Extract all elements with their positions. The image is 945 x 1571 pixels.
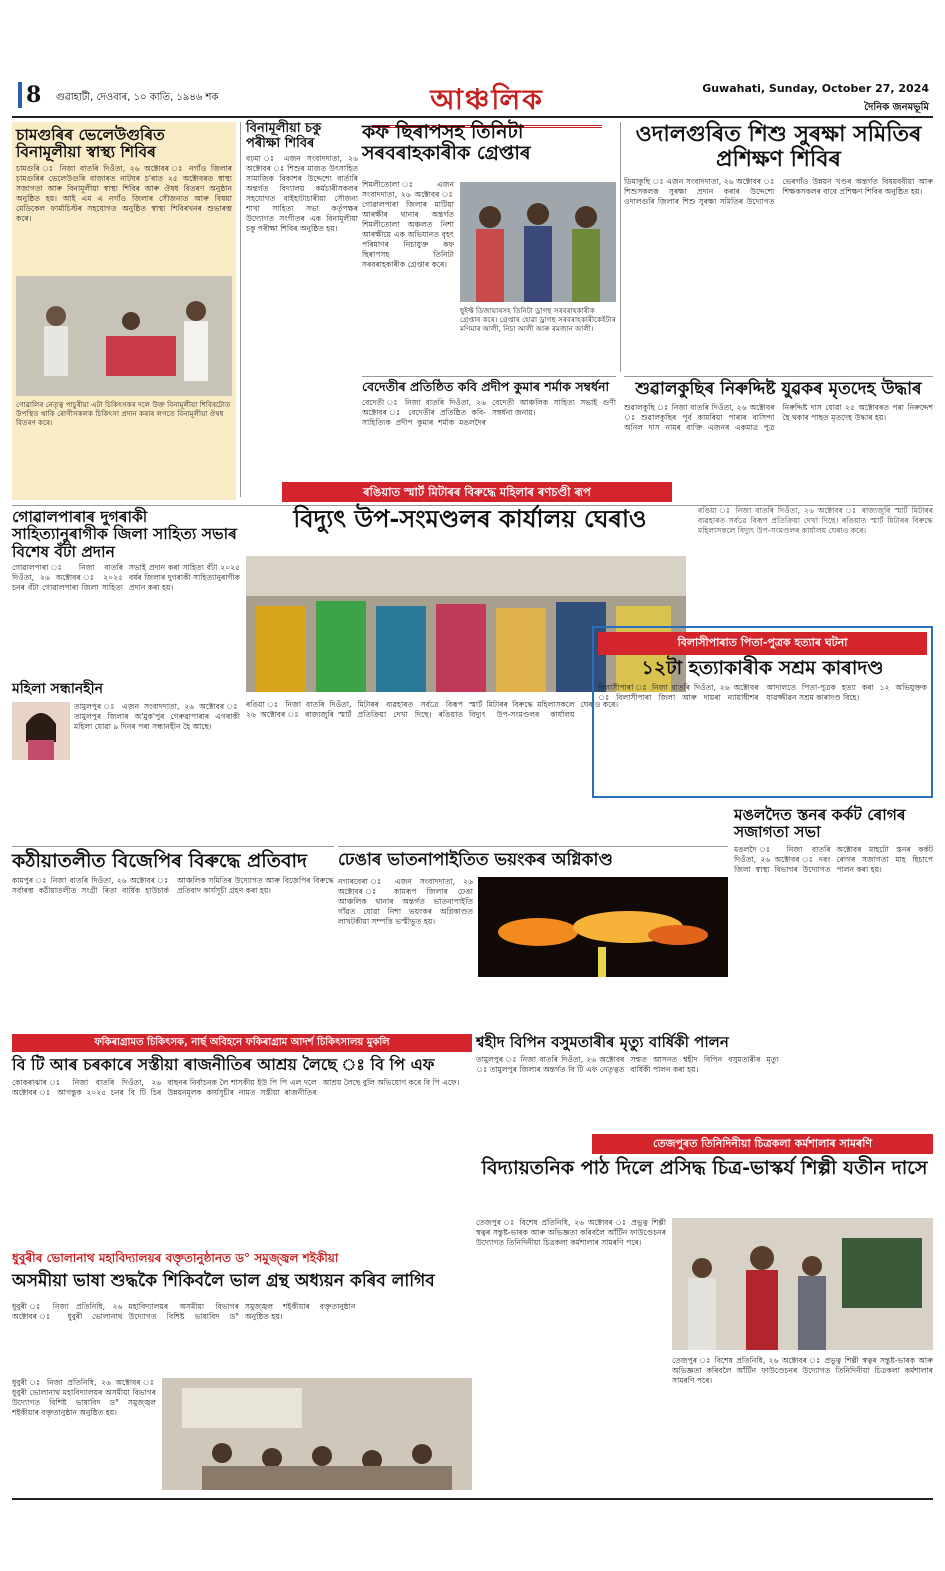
article-title: ১২টা হত্যাকাৰীক সশ্ৰম কাৰাদণ্ড (641, 657, 884, 679)
article-cancer-awareness (734, 802, 933, 1030)
article-title: শ্বহীদ বিপিন বসুমতাৰীৰ মৃত্যু বাৰ্ষিকী পালন (476, 1033, 729, 1051)
article-body: তামুলপুৰ ঃ এজন সংবাদদাতা, ২৬ অক্টোবৰ ঃ তামুলপুৰ জিলাৰ অ'মুক'পুৰ গেৰুৱাপাৰাৰ এগৰাকী মহিলা যোৱা ৯ দিনৰ পৰা সন্ধানহীন হৈ আছে। (74, 702, 240, 732)
article-photo (672, 1218, 933, 1350)
article-photo (478, 877, 728, 977)
article-title: শুৱালকুছিৰ নিৰুদ্দিষ্ট যুৱকৰ মৃতদেহ উদ্ধাৰ (635, 379, 922, 399)
article-kicker: তেজপুৰত তিনিদিনীয়া চিত্ৰকলা কৰ্মশালাৰ সামৰণি (592, 1134, 933, 1154)
article-body: ৰঙিয়া ঃ নিজা বাতৰি দিওঁতা, ২৬ অক্টোবৰ ঃ ৰাজ্যজুৰি স্মাৰ্ট মিটাৰৰ ব্যৱহাৰত সৰ্বত্ৰে বিৰূপ প্ৰতিক্ৰিয়া দেখা দিছে। ৰঙিয়াত স্মাৰ্ট মিটাৰৰ বিৰুদ্ধে মহিলাসকলে বিদ্যুৎ উপ-সংমণ্ডলৰ কাৰ্যালয় ঘেৰাও কৰে। (698, 506, 933, 536)
article-painter-workshop (476, 1158, 933, 1488)
article-body: শুৱালকুছি ঃ নিজা বাতৰি দিওঁতা, ২৬ অক্টোবৰ ঃ শুৱালকুছিৰ পূৰ্ব কামৰিয়া পাৰাৰ বাসিন্দা অনিল দাস নামৰ ব্যক্তি এজনৰ একমাত্ৰ পুত্ৰ নিৰুদ্দিষ্ট দাস যোৱা ২৫ অক্টোবৰত পৰা নিৰুদ্দেশ হৈ থকাৰ পাছত মৃতদেহ উদ্ধাৰ হয়। (624, 403, 933, 433)
article-title: বি টি আৰ চৰকাৰে সস্তীয়া ৰাজনীতিৰ আশ্ৰয় লৈছে ঃ বি পি এফ (12, 1055, 435, 1074)
article-health-camp (12, 122, 236, 500)
article-title: বিনামূলীয়া চকু পৰীক্ষা শিবিৰ (246, 121, 322, 151)
article-kicker: ৰঙিয়াত স্মাৰ্ট মিটাৰৰ বিৰুদ্ধে মহিলাৰ ৰণচণ্ডী ৰূপ (282, 482, 672, 502)
article-photo (460, 182, 616, 302)
article-missing-woman (12, 682, 240, 842)
article-body: শিমলীতোলা ঃ এজন সংবাদদাতা, ২৬ অক্টোবৰ ঃ গোৱালপাৰা জিলাৰ মাটিয়া আৰক্ষীৰ থানাৰ অন্তৰ্গত শিমলীতোলা অঞ্চলত নিশা আৰক্ষীয়ে এক অভিযানত বৃহৎ পৰিমাণৰ নিচাযুক্ত কফ ছিৰাপসহ তিনিটা সৰবৰাহকাৰীক গ্ৰেপ্তাৰ কৰে। (362, 180, 454, 270)
article-title: চামগুৰিৰ ভেলেউগুৰিত বিনামূলীয়া স্বাস্থ্য শিবিৰ (16, 125, 165, 162)
article-title: বিদ্যুৎ উপ-সংমণ্ডলৰ কাৰ্যালয় ঘেৰাও (293, 504, 647, 533)
article-kicker: ধুবুৰীৰ ভোলানাথ মহাবিদ্যালয়ৰ বক্তৃতানুষ্ঠানত ড° সমুজ্জ্বল শইকীয়া (12, 1251, 339, 1265)
article-body: গোৱালপাৰা ঃ নিজা বাতৰি দিওঁতা, ২৬ অক্টোবৰ ঃ ২০২৫ চনৰ বঁটা গোৱালপাৰা জিলা সাহিত্য সভাই প্ৰদান কৰা সাহিত্য বঁটা ২০২৫ বৰ্ষৰ জিলাৰ দুগৰাকী সাহিত্যানুৰাগীক প্ৰদান কৰা হয়। (12, 563, 240, 593)
missing-woman-photo (12, 702, 70, 760)
date-english: Guwahati, Sunday, October 27, 2024 (702, 82, 929, 95)
photo-caption: ছুইফ্ট ডিজায়াৰসহ তিনিটা ড্ৰাগছ সৰবৰাহকাৰীক গ্ৰেপ্তাৰ কৰে। গ্ৰেপ্তাৰ হোৱা ড্ৰাগছ সৰবৰাহকাৰীকেইটাৰ মণিমাৰ আলী, নিচা আলী আৰু ৰমজান আলী। (460, 306, 616, 334)
article-kicker: ফকিৰাগ্ৰামত চিকিৎসক, নাৰ্ছ অবিহনে ফকিৰাগ্ৰাম আদৰ্শ চিকিৎসালয় মুকলি (12, 1034, 472, 1052)
article-body: বঢ়মা ঃ এজন সংবাদদাতা, ২৬ অক্টোবৰ ঃ শিশুৰ মাজত উৎসাহিত সামাজিক বিকাশৰ উদ্দেশ্যে বাৰ্তাৰি অন্তৰ্গত বিদ্যালয় কৰ্মচাৰীসকলৰ সহযোগত বাইহাটাচাৰীয়া সৌজন্য শাখা সাহিত্য সভা কৰ্তৃপক্ষৰ উদ্যোগত সংগীতৰ এক বিনামূলীয়া চকু পৰীক্ষা শিবিৰ অনুষ্ঠিত হয়। (246, 154, 358, 234)
paper-name: দৈনিক জনমভূমি (864, 102, 929, 113)
article-body: ৰঙিয়া ঃ নিজা বাতৰি দিওঁতা, ২৬ অক্টোবৰ ঃ ৰাজ্যজুৰি স্মাৰ্ট মিটাৰৰ ব্যৱহাৰত সৰ্বত্ৰে বিৰূপ প্ৰতিক্ৰিয়া দেখা দিছে। ৰঙিয়াত স্মাৰ্ট মিটাৰৰ বিৰুদ্ধে মহিলাসকলে বিদ্যুৎ উপ-সংমণ্ডলৰ কাৰ্যালয় ঘেৰাও কৰে। (246, 700, 619, 720)
photo-graphic (672, 1218, 933, 1350)
article-title: ঢেঙাৰ ভাতনাপাইতিত ভয়ংকৰ অগ্নিকাণ্ড (338, 850, 613, 870)
article-eye-camp (246, 122, 358, 500)
article-photo (16, 276, 232, 396)
photo-graphic (460, 182, 616, 302)
article-body: বেদেতী ঃ নিজা বাতৰি দিওঁতা, ২৬ অক্টোবৰ ঃ বেদেতীৰ প্ৰতিষ্ঠিত কবি- সাহিত্যিক প্ৰদীপ কুমাৰ শৰ্মাক মঙলদৈৰ বেদেতী আঞ্চলিক সাহিত্য সভাই গুণী সম্বৰ্ধনা জনায়। (362, 398, 616, 428)
article-body: তেজপুৰ ঃ বিশেষ প্ৰতিনিধি, ২৬ অক্টোবৰ ঃ প্ৰভুত্ব শিল্পী স্বত্বৰ সন্তুষ্ট-ভাৰক আৰু অভিজ্ঞতা কৰিবলৈ আঁৰ্টিন ফাউণ্ডেচনৰ উদ্যোগত তিনিদিনীয়া চিত্ৰকলা কৰ্মশালাৰ সামৰণি পৰে। (476, 1218, 666, 1248)
section-title: আঞ্চলিক (372, 78, 602, 128)
page-number: 8 (18, 82, 41, 108)
article-title: অসমীয়া ভাষা শুদ্ধকৈ শিকিবলৈ ভাল গ্ৰন্থ অধ্যয়ন কৰিব লাগিব (12, 1271, 435, 1291)
photo-graphic (162, 1378, 472, 1490)
photo-graphic (12, 702, 70, 760)
article-literary-award (12, 508, 240, 680)
photo-graphic (478, 877, 728, 977)
article-body: কোকৰাঝাৰ ঃ নিজা বাতৰি দিওঁতা, ২৬ অক্টোবৰ ঃ আগন্তুক ২০২৫ চনৰ বি টি চিৰ বাছনৰ নিৰ্বাচনক লৈ শাসকীয় ইউ পি পি এল দলে উন্নয়নমূলক কাৰ্যসূচীৰ নামত সস্তীয়া ৰাজনীতিৰ আশ্ৰয় লৈছে বুলি অভিযোগ কৰে বি পি এফে। (12, 1077, 460, 1097)
article-photo (162, 1378, 472, 1490)
article-body: ডিমাকুছি ঃ এজন সংবাদদাতা, ২৬ অক্টোবৰ ঃ শিশুসকলক সুৰক্ষা প্ৰদান কৰাৰ উদ্দেশ্যে ওদালগুৰি জিলাৰ শিশু সুৰক্ষা সমিতিৰ উদ্যোগত ভেৰগাঁও উন্নয়ন খণ্ডৰ অন্তৰ্গত বিষয়ববীয়া আৰু শিক্ষকসকলৰ বাবে প্ৰশিক্ষণ শিবিৰ অনুষ্ঠিত হয়। (624, 177, 933, 207)
article-title: বেদেতীৰ প্ৰতিষ্ঠিত কবি প্ৰদীপ কুমাৰ শৰ্মাক সম্বৰ্ধনা (362, 379, 610, 394)
article-title: মঙলদৈত স্তনৰ কৰ্কট ৰোগৰ সজাগতা সভা (734, 805, 906, 842)
article-continuation (698, 506, 933, 622)
article-kicker: বিলাসীপাৰাত পিতা-পুত্ৰক হত্যাৰ ঘটনা (598, 632, 927, 655)
article-title: মহিলা সন্ধানহীন (12, 681, 103, 697)
article-title: কঠীয়াতলীত বিজেপিৰ বিৰুদ্ধে প্ৰতিবাদ (12, 850, 308, 872)
article-title: ওদালগুৰিত শিশু সুৰক্ষা সমিতিৰ প্ৰশিক্ষণ শিবিৰ (635, 121, 922, 172)
article-body-continued: ধুবুৰী ঃ নিজা প্ৰতিনিধি, ২৬ অক্টোবৰ ঃ ধুবুৰী ভোলানাথ মহাবিদ্যালয়ৰ অসমীয়া বিভাগৰ উদ্যোগত বিশিষ্ট ভাষাবিদ ড° সমুজ্জ্বল শইকীয়াৰ বক্তৃতানুষ্ঠান অনুষ্ঠিত হয়। (12, 1378, 156, 1418)
article-fire (338, 846, 728, 1026)
article-body: নগাৰবেৰা ঃ এজন সংবাদদাতা, ২৬ অক্টোবৰ ঃ কামৰূপ জিলাৰ ঢেঙা আঞ্চলিক থানাৰ অন্তৰ্গত ভাতনাপাইতি গাঁৱত যোৱা নিশা ভয়ংকৰ অগ্নিকাণ্ডত লাখটকীয়া সম্পত্তি ভস্মীভূত হয়। (338, 877, 473, 927)
article-cough-syrup (362, 122, 616, 372)
article-body: কামপুৰ ঃ নিজা বাতৰি দিওঁতা, ২৬ অক্টোবৰ ঃ সৰ্বাৰম্ভ কঠীয়াতলীত সংগ্ৰী ৰিতা বাৰ্ষিক হাউচাৰ্ক আঞ্চলিক সমিতিৰ উদ্যোগত আৰু বিজেপিৰ বিৰুদ্ধে প্ৰতিবাদ কাৰ্যসূচী গ্ৰহণ কৰা হয়। (12, 876, 334, 896)
article-language-lecture (12, 1272, 472, 1494)
article-body: ধুবুৰী ঃ নিজা প্ৰতিনিধি, ২৬ অক্টোবৰ ঃ ধুবুৰী ভোলানাথ মহাবিদ্যালয়ৰ অসমীয়া বিভাগৰ উদ্যোগত বিশিষ্ট ভাষাবিদ ড° সমুজ্জ্বল শইকীয়াৰ বক্তৃতানুষ্ঠান অনুষ্ঠিত হয়। (12, 1302, 356, 1322)
article-martyr-anniversary (476, 1034, 933, 1132)
article-body: মঙলদৈ ঃ নিজা বাতৰি দিওঁতা, ২৬ অক্টোবৰ ঃ দৰং জিলা স্বাস্থ্য বিভাগৰ উদ্যোগত অক্টোবৰ মাহটো স্তনৰ কৰ্কট ৰোগৰ সজাগতা মাহ হিচাপে পালন কৰা হয়। (734, 844, 933, 874)
article-murder-verdict (592, 626, 933, 798)
article-child-protection (624, 122, 933, 372)
article-body: তামুলপুৰ ঃ নিজা বাতৰি দিওঁতা, ২৬ অক্টোবৰ ঃ তামুলপুৰ জিলাৰ অন্তৰ্গত বি টি এফ নেতৃত্বত সন্মত আসনত শ্বহীদ বিপিন বসুমতাৰীৰ মৃত্যু বাৰ্ষিকী পালন কৰা হয়। (476, 1054, 779, 1074)
masthead (12, 78, 933, 118)
article-bjp-protest (12, 846, 334, 1026)
article-body: চামগুৰি ঃ নিজা বাতৰি দিওঁতা, ২৬ অক্টোবৰ ঃ নগাঁও জিলাৰ চামগুৰিৰ ভেলেউগুৰি বাজাৰত নাটঘৰ চ'ৰাত ২৫ অক্টোবৰত স্বাস্থ্য সজাগতা আৰু বিনামূলীয়া স্বাস্থ্য শিবিৰ আৰু ঔষধ বিতৰণ অনুষ্ঠান অনুষ্ঠিত হয়। আই এম এ নগাঁও জিলাৰ সৌজন্যত আৰু বিষয়া মেডিকেল ফাৰ্মাচিস্টৰ সহযোগত অনুষ্ঠিত স্বাস্থ্য শিবিৰখনৰ শুভাৰম্ভ কৰে। (16, 163, 232, 223)
photo-caption: গোৱালিৰ নেতৃত্ব পাচুৰীয়া এটা চিকিৎসকৰ দলে উক্ত বিনামূলীয়া শিবিৰটোত উপস্থিত থাকি ৰোগীসকলক চিকিৎসা প্ৰদান কৰাৰ লগতে বিনামূলীয়া ঔষধ বিতৰণ কৰে। (16, 400, 231, 428)
article-title: গোৱালপাৰাৰ দুগৰাকী সাহিত্যানুৰাগীক জিলা সাহিত্য সভাৰ বিশেষ বঁটা প্ৰদান (12, 507, 237, 561)
article-body: বিলাসীপাৰা ঃ নিজা বাতৰি দিওঁতা, ২৬ অক্টোবৰ ঃ বিলাসীপাৰা জিলা আৰু দায়ৰা ন্যায়াধীশৰ আদালতে পিতা-পুত্ৰক হত্যা কৰা ১২ অভিযুক্তক যাৱজ্জীৱন সশ্ৰম কাৰাদণ্ড বিহে। (598, 683, 927, 703)
photo-graphic (16, 276, 232, 396)
article-title: বিদ্যায়তনিক পাঠ দিলে প্ৰসিদ্ধ চিত্ৰ-ভাস্কৰ্য শিল্পী যতীন দাসে (481, 1157, 928, 1179)
article-btr-politics (12, 1056, 472, 1246)
article-body-continued: তেজপুৰ ঃ বিশেষ প্ৰতিনিধি, ২৬ অক্টোবৰ ঃ প্ৰভুত্ব শিল্পী স্বত্বৰ সন্তুষ্ট-ভাৰক আৰু অভিজ্ঞতা কৰিবলৈ আঁৰ্টিন ফাউণ্ডেচনৰ উদ্যোগত তিনিদিনীয়া চিত্ৰকলা কৰ্মশালাৰ সামৰণি পৰে। (672, 1356, 933, 1386)
article-title: কফ ছিৰাপসহ তিনিটা সৰবৰাহকাৰীক গ্ৰেপ্তাৰ (362, 121, 531, 165)
date-assamese: গুৱাহাটী, দেওবাৰ, ১০ কাতি, ১৯৪৬ শক (56, 92, 219, 103)
